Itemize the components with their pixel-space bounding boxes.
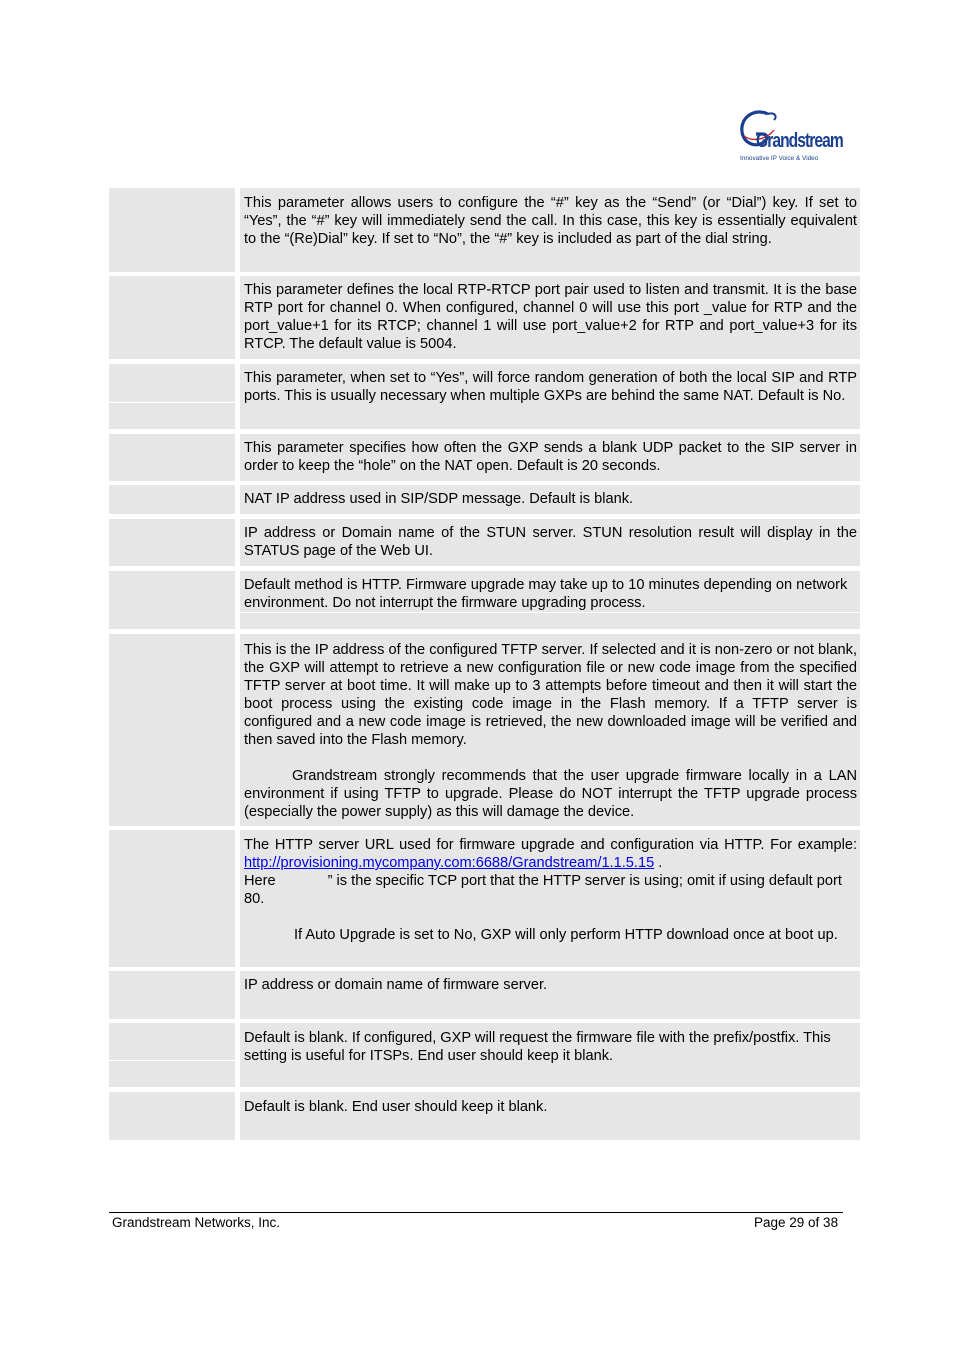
row-separator	[240, 612, 860, 613]
here-text: Here	[244, 873, 276, 889]
footer-page-number: Page 29 of 38	[754, 1215, 839, 1230]
parameter-description	[244, 1098, 857, 1116]
parameter-name-cell	[109, 634, 235, 826]
description-paragraph: Default is blank. If configured, GXP will request the firmware file with the prefix/postfix. This setting is useful for ITSPs. End user should keep it blank.	[244, 1030, 831, 1064]
table-row	[109, 634, 860, 826]
parameter-description	[244, 836, 857, 944]
parameter-name-cell	[109, 188, 235, 272]
url-example-prefix: The HTTP server URL used for firmware upgrade and configuration via HTTP. For example:	[244, 837, 857, 853]
table-row	[109, 1092, 860, 1140]
description-paragraph: This parameter specifies how often the GXP sends a blank UDP packet to the SIP server in order to keep the “hole” on the NAT open. Default is 20 seconds.	[244, 440, 857, 474]
description-paragraph: Default is blank. End user should keep it blank.	[244, 1099, 548, 1115]
parameter-description	[244, 194, 857, 248]
example-url-link[interactable]: http://provisioning.mycompany.com:6688/Grandstream/1.1.5.15	[244, 855, 655, 871]
description-paragraph	[244, 836, 857, 872]
description-paragraph: This parameter, when set to “Yes”, will force random generation of both the local SIP and RTP ports. This is usually necessary when multiple GXPs are behind the same NAT. Default is No.	[244, 370, 857, 404]
parameter-name-cell	[109, 434, 235, 481]
parameter-description	[244, 524, 857, 560]
footer-divider	[109, 1212, 843, 1213]
parameter-name-cell	[109, 1023, 235, 1087]
table-row	[109, 485, 860, 514]
parameter-name-cell	[109, 830, 235, 967]
parameter-description	[244, 641, 857, 821]
description-paragraph: NAT IP address used in SIP/SDP message. Default is blank.	[244, 491, 634, 507]
footer-company: Grandstream Networks, Inc.	[112, 1215, 281, 1230]
table-row	[109, 364, 860, 429]
parameter-name-cell	[109, 571, 235, 629]
description-paragraph: IP address or domain name of firmware server.	[244, 977, 548, 993]
parameter-name-cell	[109, 971, 235, 1019]
parameter-name-cell	[109, 364, 235, 429]
parameter-description	[244, 976, 857, 994]
table-row	[109, 434, 860, 481]
parameter-description	[244, 439, 857, 475]
description-note: Grandstream strongly recommends that the user upgrade firmware locally in a LAN environment if using TFTP to upgrade. Please do NOT interrupt the TFTP upgrade process (especially the power supply) as this will damage the device.	[244, 768, 857, 820]
parameter-description	[244, 281, 857, 353]
table-row	[109, 519, 860, 566]
parameter-name-cell	[109, 1092, 235, 1140]
row-separator	[109, 1060, 235, 1061]
description-paragraph	[244, 872, 857, 908]
parameter-name-cell	[109, 485, 235, 514]
parameter-description	[244, 1029, 857, 1065]
parameter-name-cell	[109, 519, 235, 566]
table-row	[109, 830, 860, 967]
table-row	[109, 188, 860, 272]
parameter-name-cell	[109, 276, 235, 359]
table-row	[109, 1023, 860, 1087]
description-paragraph: This parameter defines the local RTP-RTCP port pair used to listen and transmit. It is the base RTP port for channel 0. When configured, channel 0 will use this port _value for RTP and the port_value+1 for its RTCP; channel 1 will use port_value+2 for RTP and port_value+3 for its RTCP. The default value is 5004.	[244, 282, 857, 352]
description-paragraph: This parameter allows users to configure the “#” key as the “Send” (or “Dial”) key. If set to “Yes”, the “#” key will immediately send the call. In this case, this key is essentially equivalent to the “(Re)Dial” key. If set to “No”, the “#” key is included as part of the dial string.	[244, 195, 857, 247]
table-row	[109, 276, 860, 359]
url-example-suffix: .	[658, 855, 663, 871]
description-paragraph: Default method is HTTP. Firmware upgrade may take up to 10 minutes depending on network environment. Do not interrupt the firmware upgrading process.	[244, 577, 848, 611]
logo-brand-text: Grandstream	[756, 130, 843, 152]
parameter-description	[244, 490, 857, 508]
table-row	[109, 571, 860, 629]
grandstream-logo	[738, 108, 843, 166]
table-row	[109, 971, 860, 1019]
port-explanation: ” is the specific TCP port that the HTTP server is using; omit if using default port 80.	[244, 873, 842, 907]
parameter-description	[244, 369, 857, 405]
description-paragraph: IP address or Domain name of the STUN server. STUN resolution result will display in the STATUS page of the Web UI.	[244, 525, 857, 559]
row-separator	[109, 402, 235, 403]
parameter-description	[244, 576, 857, 612]
description-paragraph: This is the IP address of the configured TFTP server. If selected and it is non-zero or not blank, the GXP will attempt to retrieve a new configuration file or new code image from the specified TFTP server at boot time. It will make up to 3 attempts before timeout and then it will start the boot process using the existing code image in the Flash memory. If a TFTP server is configured and a new code image is retrieved, the new downloaded image will be verified and then saved into the Flash memory.	[244, 642, 857, 748]
description-note: If Auto Upgrade is set to No, GXP will only perform HTTP download once at boot up.	[294, 927, 838, 943]
logo-tagline: Innovative IP Voice & Video	[740, 155, 819, 162]
